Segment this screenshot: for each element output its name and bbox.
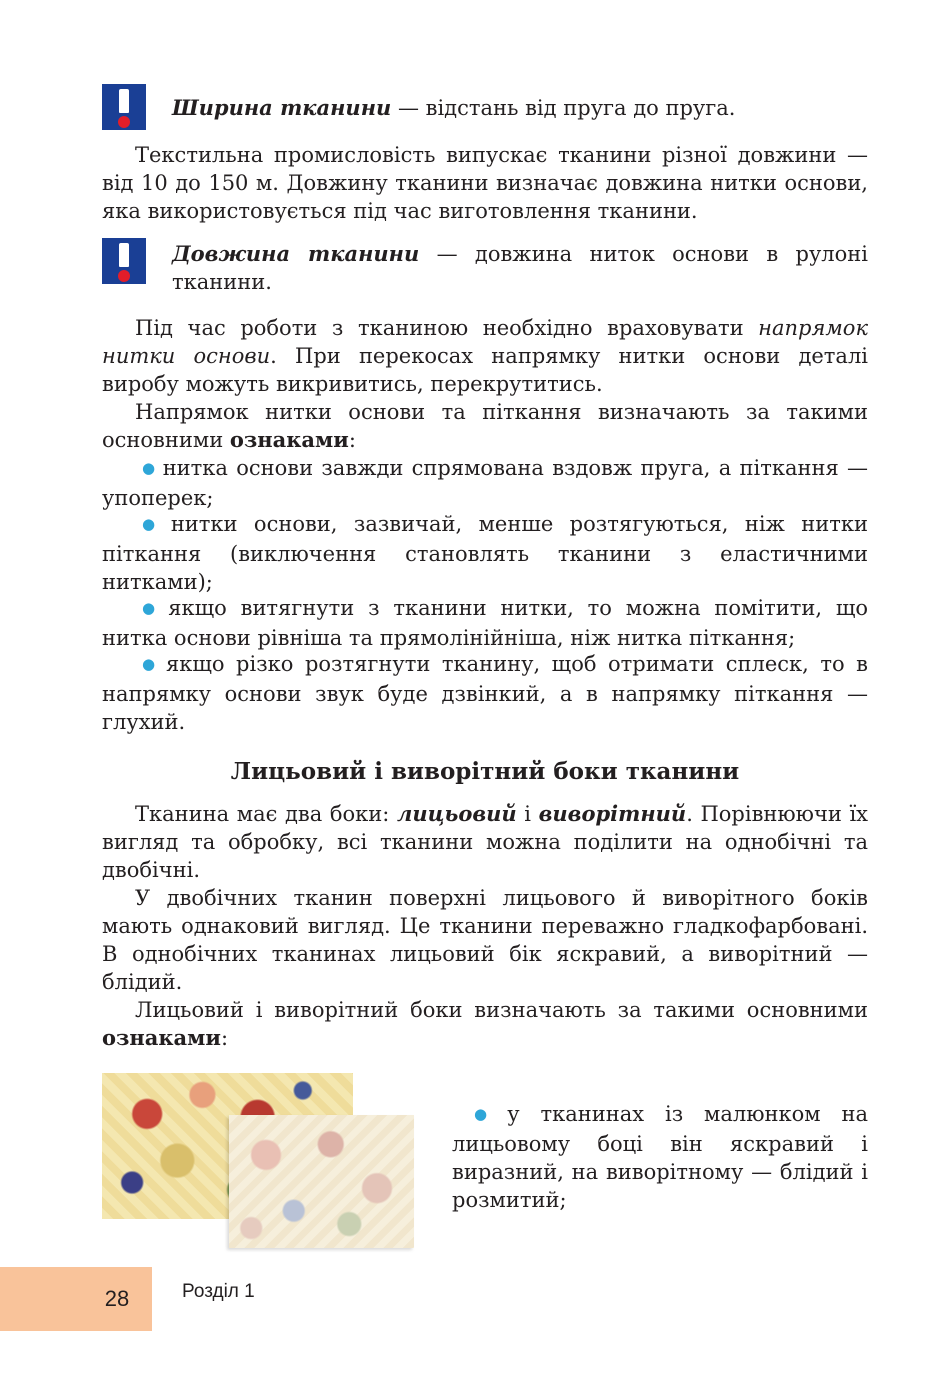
exclamation-icon <box>102 238 146 284</box>
paragraph-fabric-length: Текстильна промисловість випускає тканини різної довжини — від 10 до 150 м. Довжину тканини визначає довжина нитки основи, яка використовується під час виготовлення тканини. <box>102 143 868 223</box>
list-item: ● якщо витягнути з тканини нитки, то можна помітити, що нитка основи рівніша та прямолінійніша, ніж нитка піткання; <box>102 596 868 650</box>
list-item: ● нитки основи, зазвичай, менше розтягуються, ніж нитки піткання (виключення становлять тканини з еластичними нитками); <box>102 512 868 594</box>
bullet-icon: ● <box>142 515 165 533</box>
term-length: Довжина тканини <box>172 241 420 266</box>
paragraph-double-sided: У двобічних тканин поверхні лицьового й виворітного боків мають однаковий вигляд. Це тканини переважно гладкофарбовані. В однобічних тканинах лицьовий бік яскравий, а виворітний — блідий. <box>102 886 868 994</box>
bullet-icon: ● <box>474 1105 502 1123</box>
list-item: ● нитка основи завжди спрямована вздовж пруга, а піткання — упоперек; <box>102 456 868 510</box>
list-item: ● якщо різко розтягнути тканину, щоб отримати сплеск, то в напрямку основи звук буде дзвінкий, а в напрямку піткання — глухий. <box>102 652 868 734</box>
paragraph-signs-intro: Напрямок нитки основи та піткання визначають за такими основними ознаками: <box>102 400 868 452</box>
definition-width: Ширина тканини — відстань від пруга до пруга. <box>172 95 736 120</box>
fabric-back-side-image <box>229 1115 414 1248</box>
list-item: ● у тканинах із малюнком на лицьовому боці він яскравий і виразний, на виворітному — блідий і розмитий; <box>452 1102 869 1212</box>
bullet-icon: ● <box>142 655 160 673</box>
page-number: 28 <box>104 1286 130 1311</box>
term-width: Ширина тканини <box>172 95 392 120</box>
section-label: Розділ 1 <box>182 1281 255 1302</box>
page-number-tab <box>0 1267 82 1331</box>
section-title: Лицьовий і виворітний боки тканини <box>230 758 740 785</box>
definition-length: Довжина тканини — довжина ниток основи в рулоні тканини. <box>172 241 868 294</box>
bullet-icon: ● <box>142 459 157 477</box>
paragraph-two-sides: Тканина має два боки: лицьовий і виворітний. Порівнюючи їх вигляд та обробку, всі тканини можна поділити на однобічні та двобічні. <box>102 801 869 882</box>
bullet-icon: ● <box>142 599 163 617</box>
exclamation-icon <box>102 84 146 130</box>
paragraph-side-signs: Лицьовий і виворітний боки визначають за такими основними ознаками: <box>102 998 868 1050</box>
paragraph-warp-direction: Під час роботи з тканиною необхідно враховувати напрямок нитки основи. При перекосах напрямку нитки основи деталі виробу можуть викривитись, перекрутитись. <box>102 316 869 396</box>
